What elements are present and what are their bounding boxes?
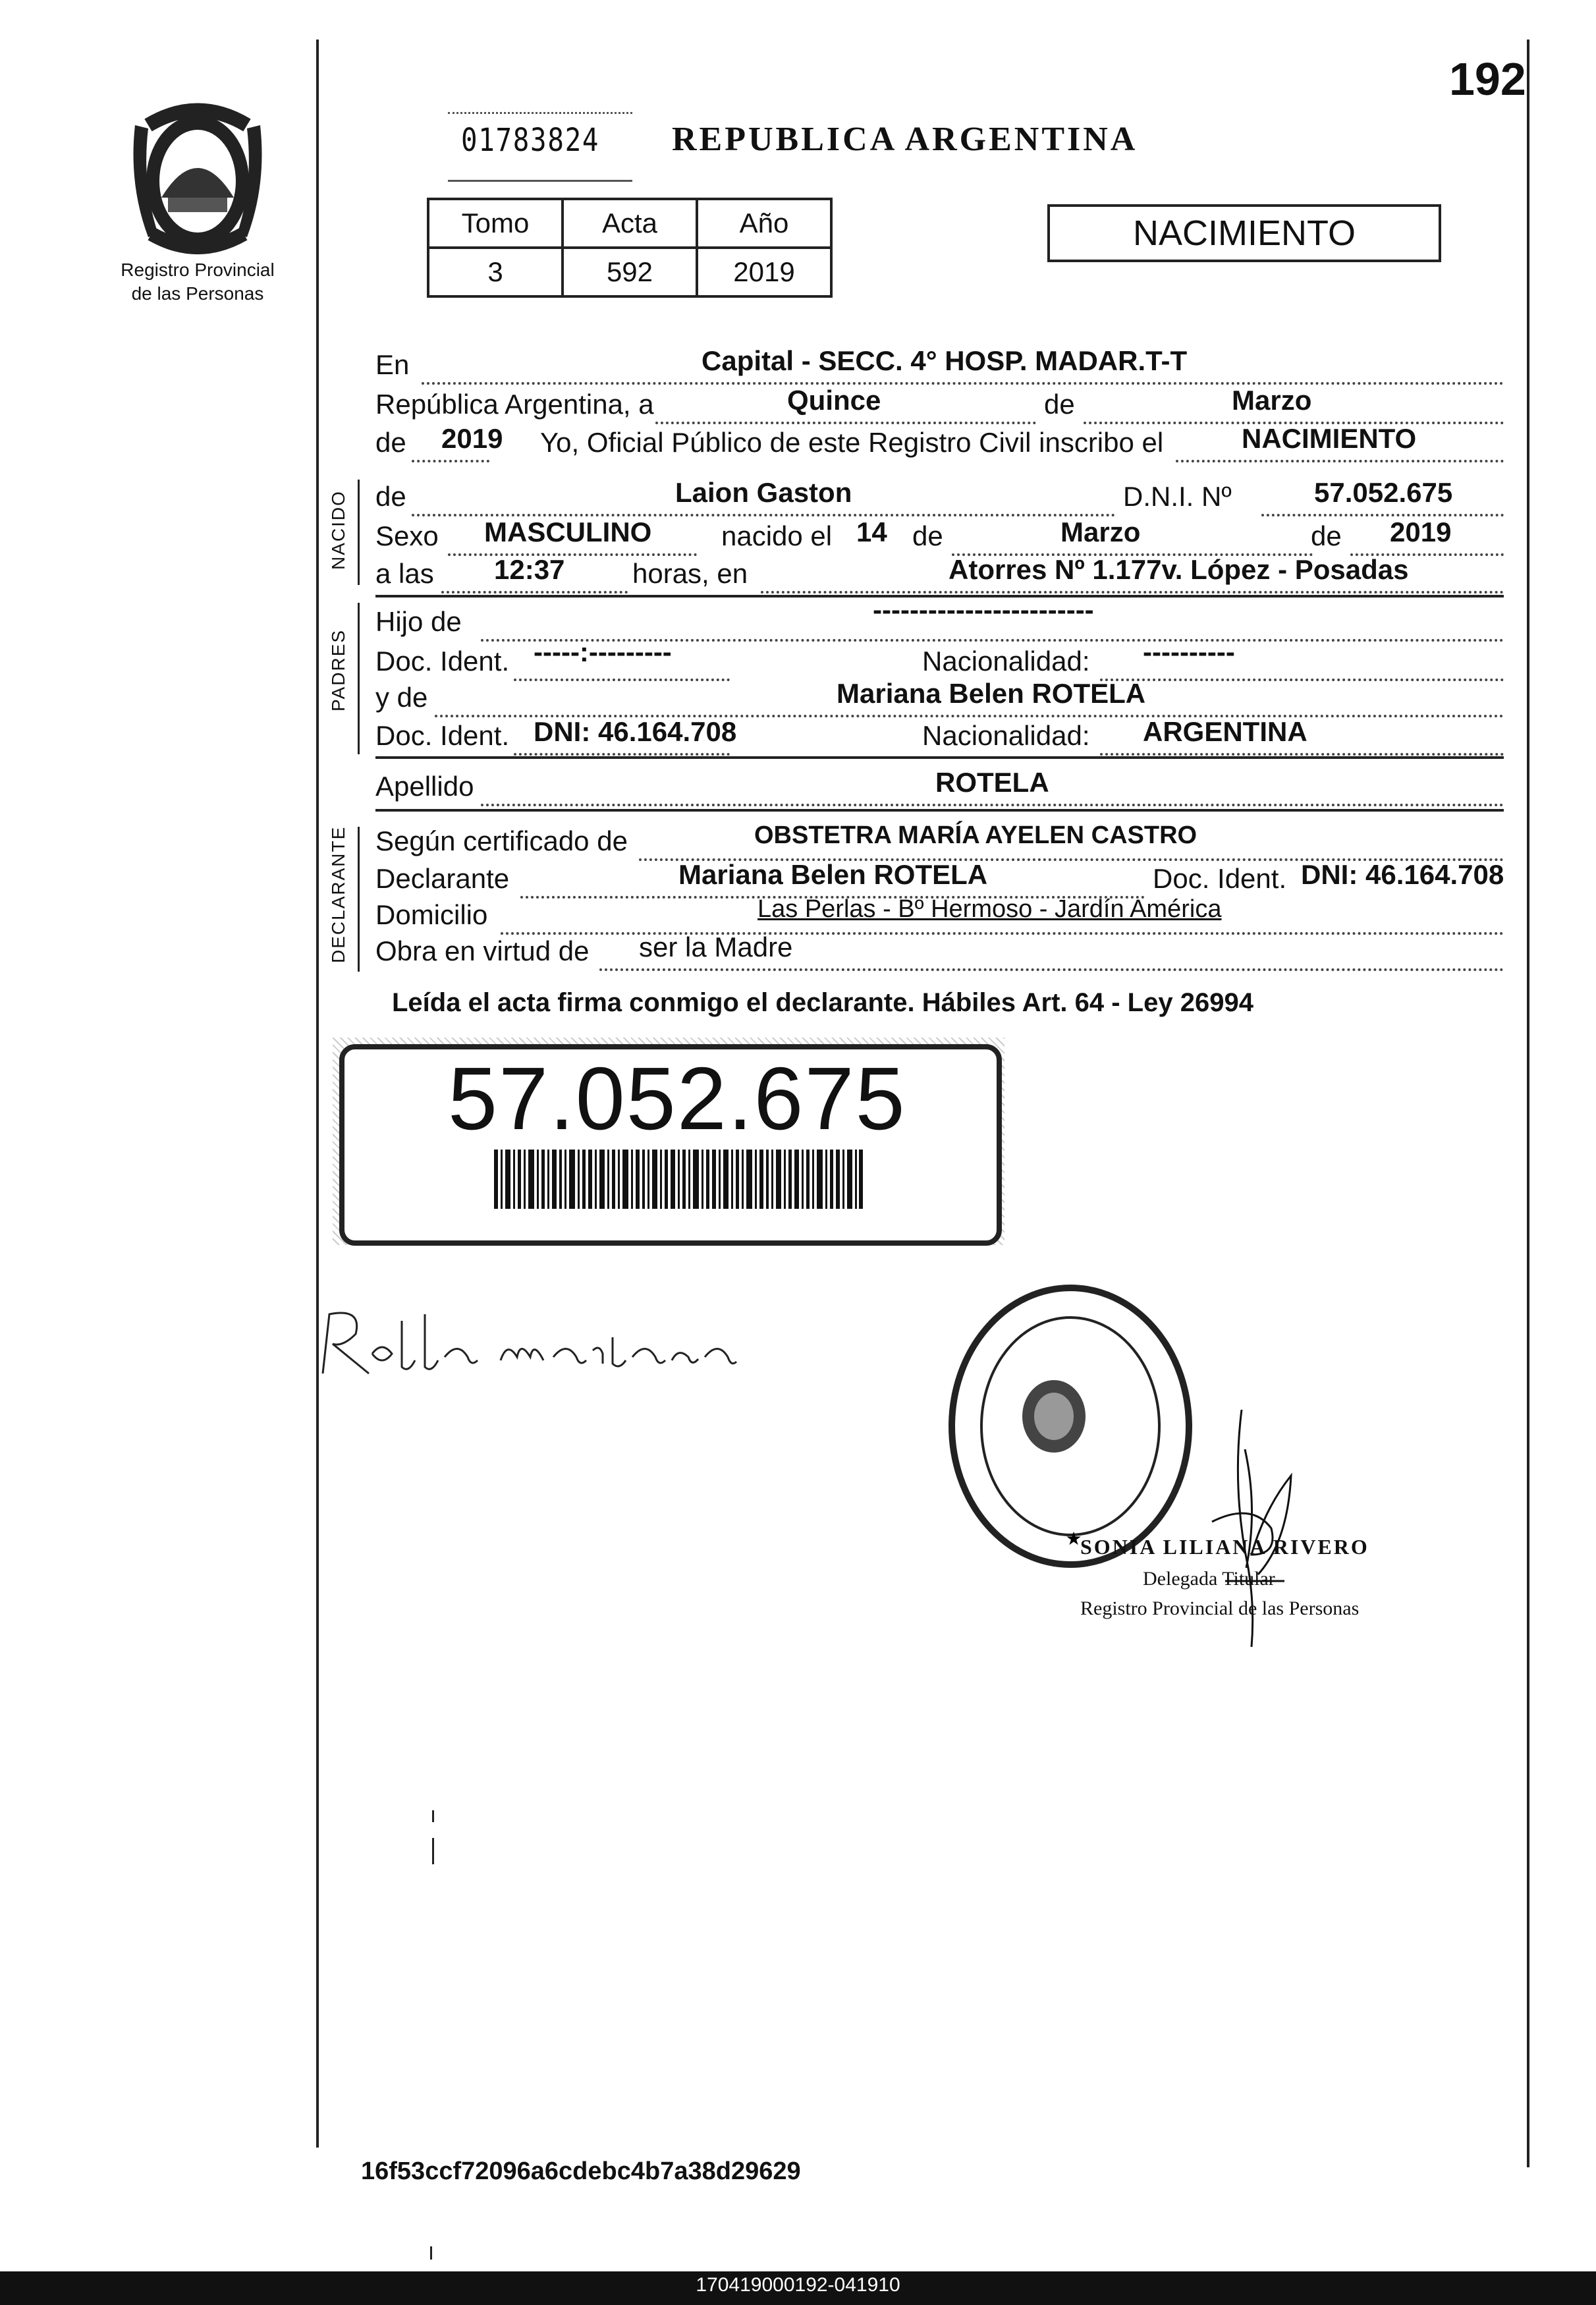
field-value: ------------------------ xyxy=(873,594,1094,625)
field-label: Nacionalidad: xyxy=(922,720,1090,751)
field-label: de xyxy=(375,427,406,458)
field-label: de xyxy=(1044,389,1075,420)
field-label: de xyxy=(375,481,406,512)
field-label: Hijo de xyxy=(375,606,462,637)
field-value: DNI: 46.164.708 xyxy=(1301,859,1504,890)
dni-sticker-number: 57.052.675 xyxy=(448,1049,906,1148)
field-value: Las Perlas - Bº Hermoso - Jardín América xyxy=(757,895,1222,923)
closing-statement: Leída el acta firma conmigo el declarante. Hábiles Art. 64 - Ley 26994 xyxy=(392,988,1253,1017)
field-label: Nacionalidad: xyxy=(922,646,1090,677)
row-nacido-hora xyxy=(375,554,1504,597)
field-value: Mariana Belen ROTELA xyxy=(678,859,988,890)
section-label-declarante: DECLARANTE xyxy=(328,825,348,963)
row-madre xyxy=(375,678,1504,721)
section-divider xyxy=(375,809,1504,812)
field-value: Marzo xyxy=(1060,516,1141,547)
margin-mark xyxy=(432,1810,434,1822)
row-apellido xyxy=(375,767,1504,810)
field-value: 57.052.675 xyxy=(1314,477,1453,508)
field-label: Obra en virtud de xyxy=(375,935,590,966)
section-label-nacido: NACIDO xyxy=(328,490,348,570)
field-value: ROTELA xyxy=(935,767,1049,798)
field-value: 14 xyxy=(856,516,887,547)
field-value: Capital - SECC. 4° HOSP. MADAR.T-T xyxy=(702,345,1188,376)
field-value: ser la Madre xyxy=(639,931,793,962)
row-doc-madre xyxy=(375,716,1504,760)
field-value: -----:--------- xyxy=(534,636,672,667)
page-number: 192 xyxy=(1449,53,1526,105)
row-en xyxy=(375,345,1504,389)
field-value: Atorres Nº 1.177v. López - Posadas xyxy=(949,554,1409,585)
field-label: Yo, Oficial Público de este Registro Civil inscribo el xyxy=(540,427,1164,458)
footer-code: 170419000192-041910 xyxy=(696,2274,900,2296)
field-label: República Argentina, a xyxy=(375,389,654,420)
field-label: y de xyxy=(375,682,428,713)
document-hash: 16f53ccf72096a6cdebc4b7a38d29629 xyxy=(361,2157,801,2185)
record-type-box: NACIMIENTO xyxy=(1047,204,1441,262)
table-header: Tomo xyxy=(428,199,563,248)
table-header: Acta xyxy=(563,199,697,248)
field-value: OBSTETRA MARÍA AYELEN CASTRO xyxy=(754,821,1197,849)
right-margin-line xyxy=(1527,40,1529,2167)
row-nacido-nombre xyxy=(375,477,1504,520)
field-value: Laion Gaston xyxy=(675,477,852,508)
field-label: Doc. Ident. xyxy=(1153,863,1287,894)
field-label: Domicilio xyxy=(375,899,488,930)
field-value: Quince xyxy=(787,385,881,416)
field-value: Marzo xyxy=(1232,385,1312,416)
registry-name: Registro Provincial de las Personas xyxy=(121,260,275,304)
field-label: Doc. Ident. xyxy=(375,720,510,751)
field-label: Declarante xyxy=(375,863,510,894)
field-label: En xyxy=(375,349,410,380)
field-value: ARGENTINA xyxy=(1143,716,1307,747)
section-label-padres: PADRES xyxy=(328,628,348,711)
left-margin-line xyxy=(316,40,319,2148)
field-label: horas, en xyxy=(632,558,748,589)
field-value: NACIMIENTO xyxy=(1242,423,1417,454)
table-cell: 592 xyxy=(563,248,697,296)
field-label: nacido el xyxy=(721,520,833,551)
section-bracket-declarante xyxy=(358,827,360,972)
field-label: de xyxy=(1311,520,1342,551)
field-value: 2019 xyxy=(1390,516,1452,547)
field-label: Según certificado de xyxy=(375,825,628,856)
official-role: Delegada Titular xyxy=(1143,1568,1275,1590)
declarant-signature-icon xyxy=(310,1301,738,1387)
field-label: D.N.I. Nº xyxy=(1123,481,1232,512)
row-inscribo xyxy=(375,423,1504,466)
section-divider xyxy=(375,756,1504,759)
field-value: 2019 xyxy=(441,423,503,454)
field-label: a las xyxy=(375,558,434,589)
field-label: de xyxy=(912,520,943,551)
official-name: SONIA LILIANA RIVERO xyxy=(1080,1535,1369,1559)
row-fecha xyxy=(375,385,1504,428)
field-label: Apellido xyxy=(375,771,474,802)
table-header: Año xyxy=(697,199,831,248)
field-value: MASCULINO xyxy=(484,516,652,547)
margin-mark xyxy=(430,2246,432,2260)
field-label: Sexo xyxy=(375,520,439,551)
section-bracket-padres xyxy=(358,603,360,754)
barcode-icon xyxy=(494,1150,863,1209)
margin-mark xyxy=(432,1838,434,1864)
field-value: 12:37 xyxy=(494,554,565,585)
field-value: Mariana Belen ROTELA xyxy=(837,678,1146,709)
table-cell: 2019 xyxy=(697,248,831,296)
svg-text:★: ★ xyxy=(1065,1528,1082,1549)
country-title: REPUBLICA ARGENTINA xyxy=(672,121,1138,158)
tomo-acta-table xyxy=(427,198,833,298)
section-bracket-nacido xyxy=(358,480,360,585)
official-office: Registro Provincial de las Personas xyxy=(1080,1597,1360,1619)
table-cell: 3 xyxy=(428,248,563,296)
province-seal-icon xyxy=(122,99,273,257)
row-obra xyxy=(375,931,1504,975)
field-label: Doc. Ident. xyxy=(375,646,510,677)
serial-number: 01783824 xyxy=(461,122,600,159)
field-value: ---------- xyxy=(1143,636,1235,667)
row-domicilio xyxy=(375,895,1504,939)
field-value: DNI: 46.164.708 xyxy=(534,716,737,747)
